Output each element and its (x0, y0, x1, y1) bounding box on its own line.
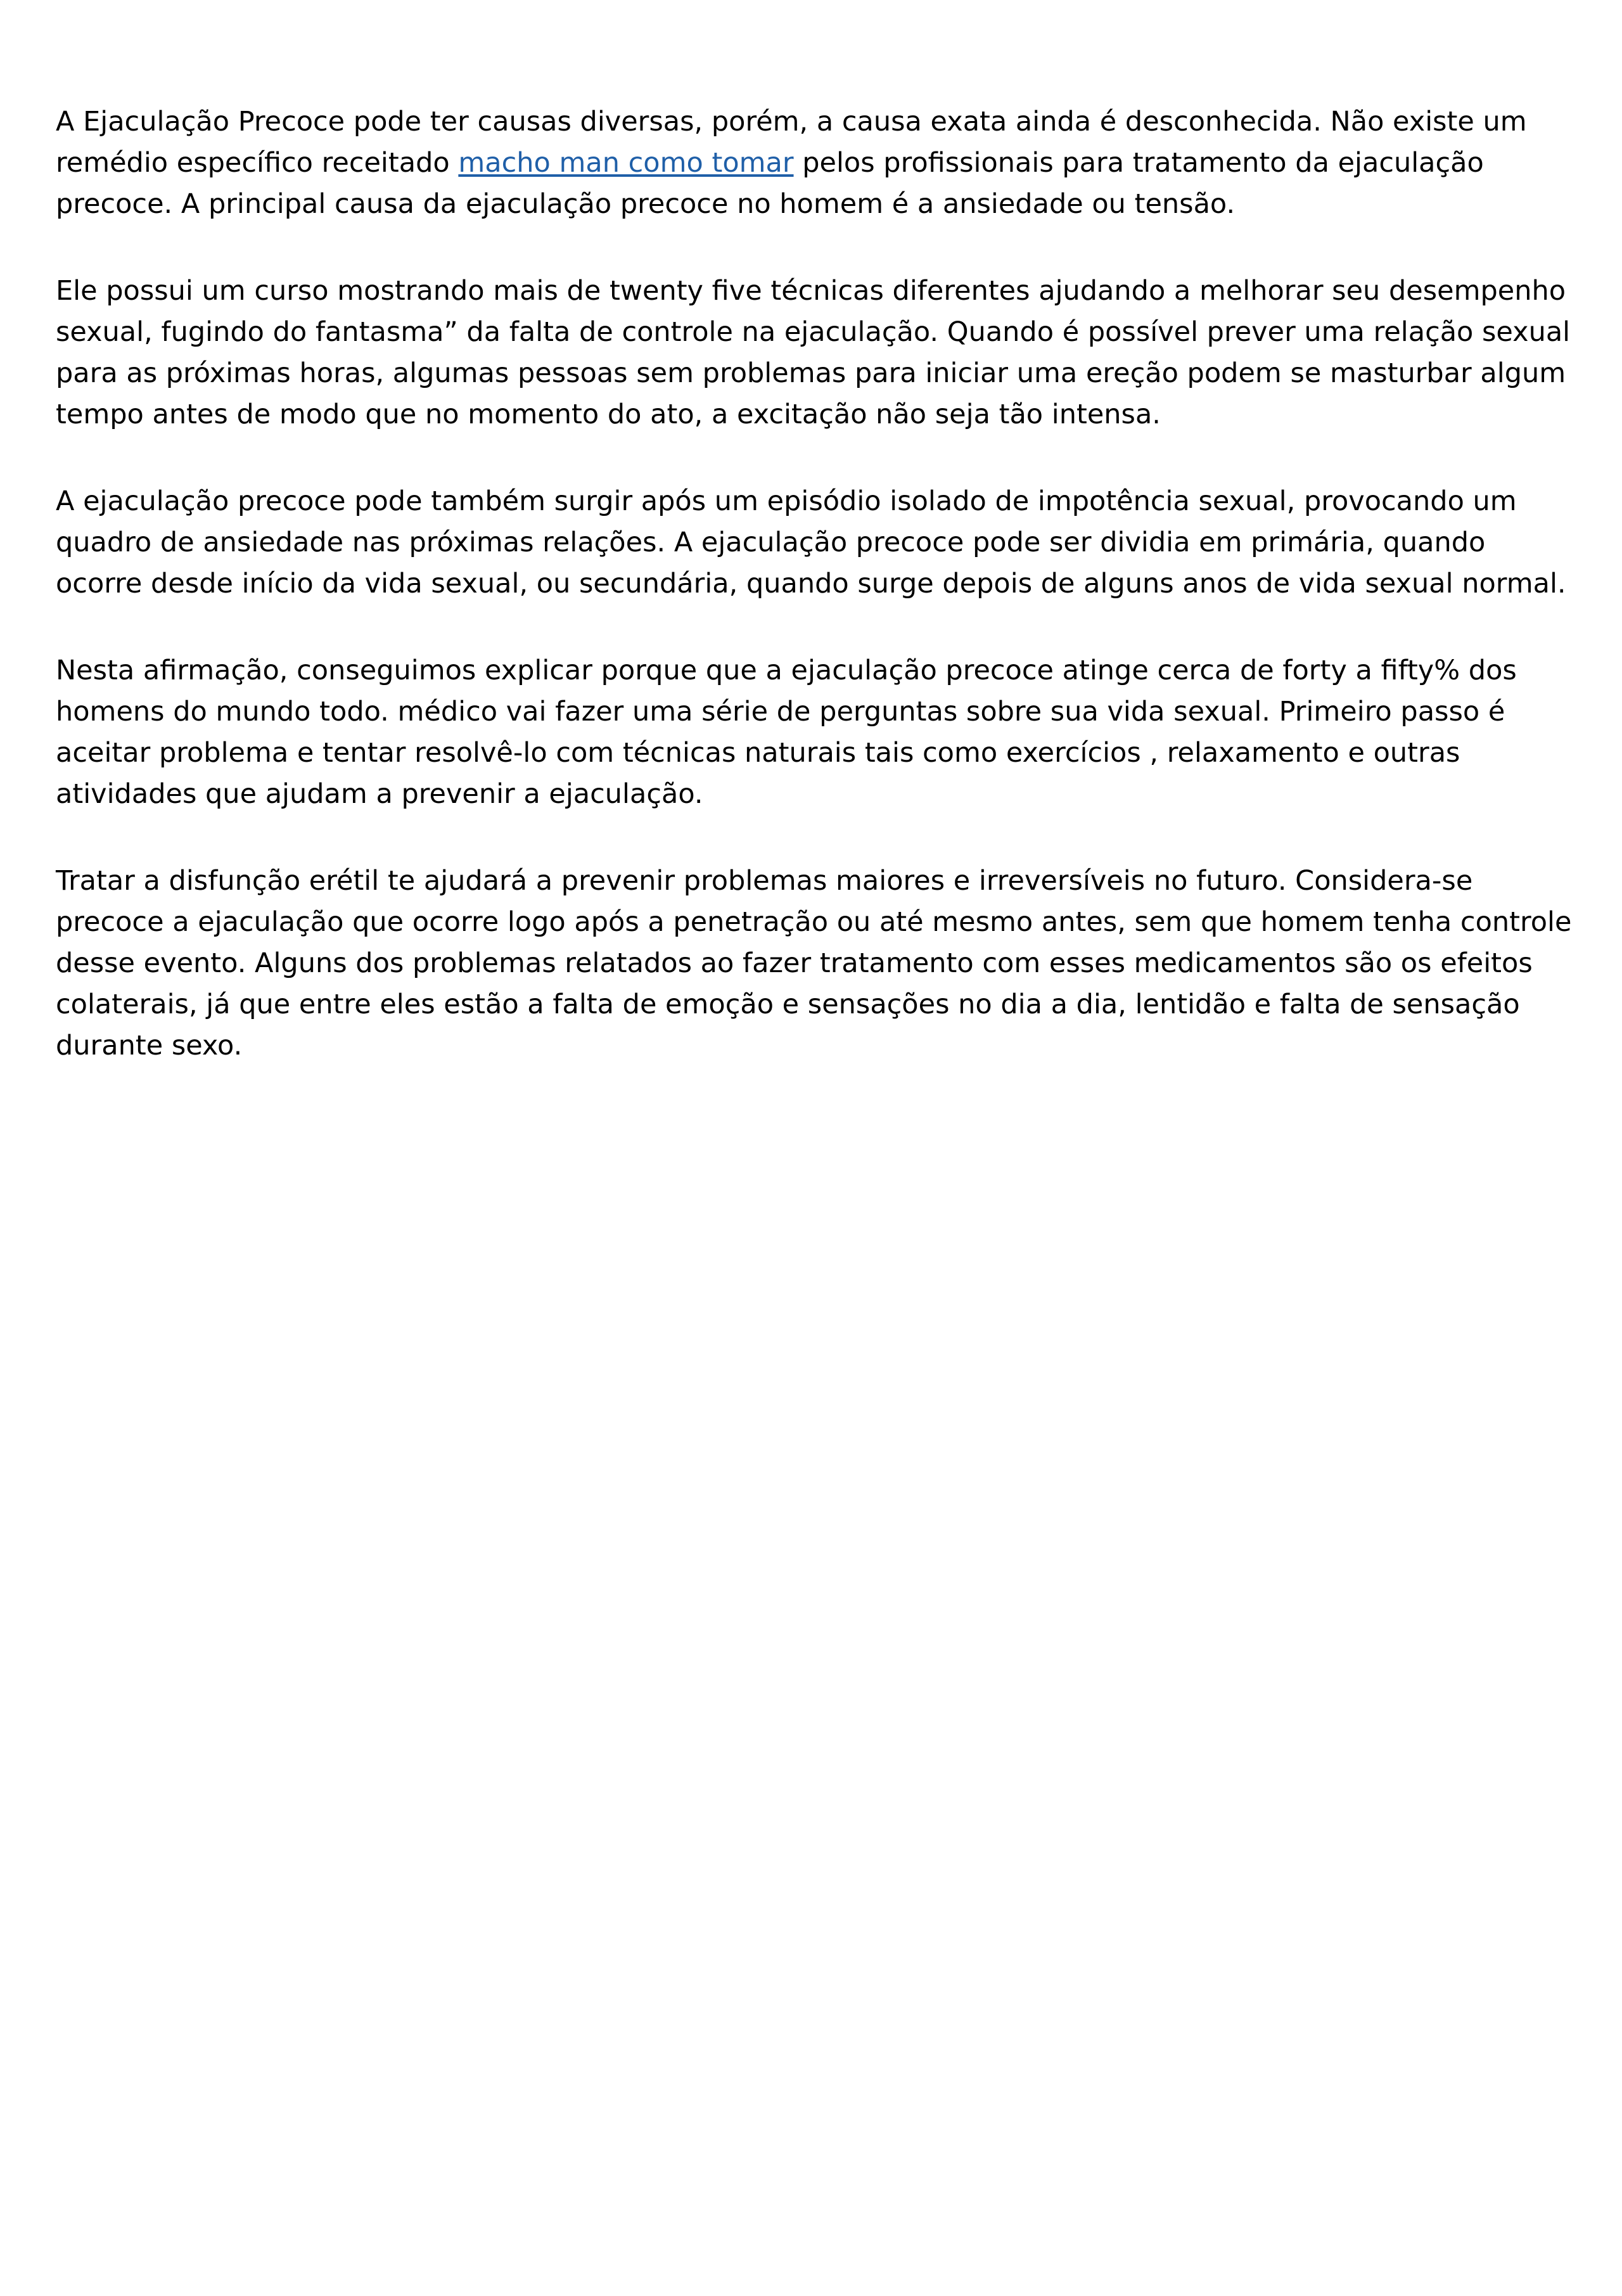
paragraph-2: Ele possui um curso mostrando mais de twenty five técnicas diferentes ajudando a melhorar seu desempenho sexual, fugindo do fantasma” da falta de controle na ejaculação. Quando é possível prever uma relação sexual para as próximas horas, algumas pessoas sem problemas para iniciar uma ereção podem se masturbar algum tempo antes de modo que no momento do ato, a excitação não seja tão intensa. (56, 275, 1571, 430)
paragraph-1-text-after-link: pelos profissionais para tratamento da ejaculação precoce. A principal causa da ejaculação precoce no homem é a ansiedade ou tensão. (56, 147, 1484, 220)
document-body (56, 101, 1576, 1112)
paragraph-1 (56, 101, 1576, 225)
macho-man-como-tomar-link[interactable]: macho man como tomar (458, 147, 794, 179)
paragraph-5: Tratar a disfunção erétil te ajudará a prevenir problemas maiores e irreversíveis no futuro. Considera-se precoce a ejaculação que ocorre logo após a penetração ou até mesmo antes, sem que homem tenha controle desse evento. Alguns dos problemas relatados ao fazer tratamento com esses medicamentos são os efeitos colaterais, já que entre eles estão a falta de emoção e sensações no dia a dia, lentidão e falta de sensação durante sexo. (56, 865, 1572, 1061)
paragraph-1-text-before-link: A Ejaculação Precoce pode ter causas diversas, porém, a causa exata ainda é desconhecida. Não existe um remédio específico receitado (56, 106, 1527, 179)
paragraph-3: A ejaculação precoce pode também surgir após um episódio isolado de impotência sexual, provocando um quadro de ansiedade nas próximas relações. A ejaculação precoce pode ser dividia em primária, quando ocorre desde início da vida sexual, ou secundária, quando surge depois de alguns anos de vida sexual normal. (56, 485, 1566, 600)
paragraph-4: Nesta afirmação, conseguimos explicar porque que a ejaculação precoce atinge cerca de forty a fifty% dos homens do mundo todo. médico vai fazer uma série de perguntas sobre sua vida sexual. Primeiro passo é aceitar problema e tentar resolvê-lo com técnicas naturais tais como exercícios , relaxamento e outras atividades que ajudam a prevenir a ejaculação. (56, 655, 1517, 810)
